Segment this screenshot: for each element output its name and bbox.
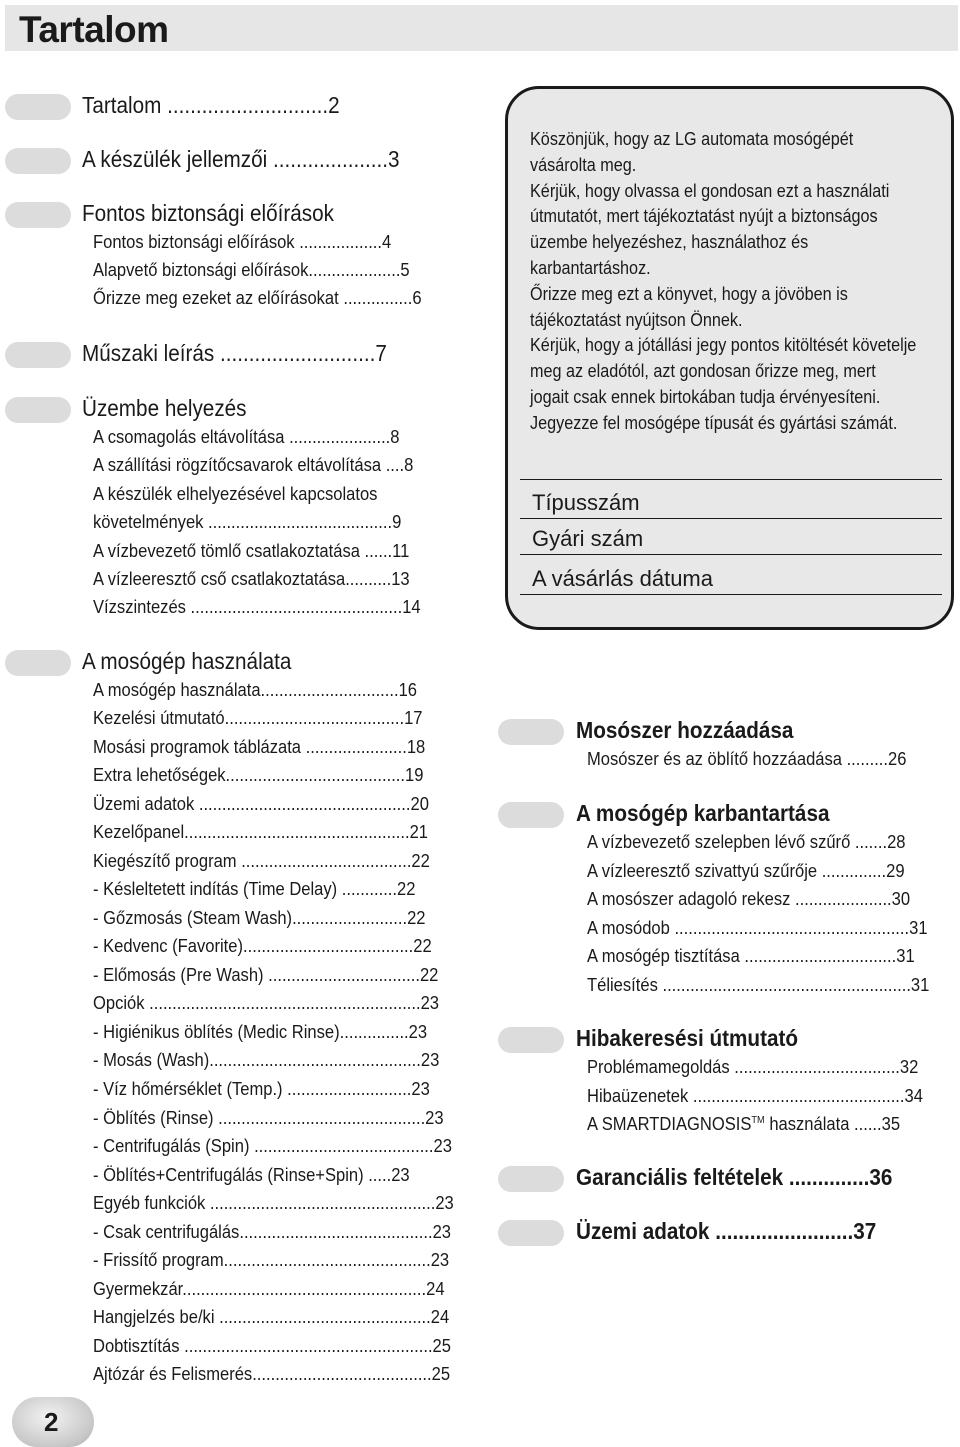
toc-entry[interactable]: A SMARTDIAGNOSIS™ használata ......35 [587,1114,901,1134]
toc-section-heading[interactable]: A mosógép karbantartása [576,800,830,826]
section-tab-marker [498,719,564,745]
toc-entry[interactable]: A mosószer adagoló rekesz .....................30 [587,889,911,909]
toc-entry[interactable]: Téliesítés ......................................................31 [587,975,930,995]
toc-section-heading[interactable]: Fontos biztonsági előírások [82,200,334,226]
section-tab-marker [5,202,71,228]
toc-entry[interactable]: Egyéb funkciók .................................................23 [93,1193,454,1213]
toc-entry[interactable]: - Öblítés+Centrifugálás (Rinse+Spin) .....23 [93,1165,410,1185]
toc-entry[interactable]: - Víz hőmérséklet (Temp.) ...........................23 [93,1079,430,1099]
toc-section-heading[interactable]: Mosószer hozzáadása [576,717,794,743]
purchase-date-field[interactable] [520,555,942,595]
toc-entry[interactable]: - Késleltetett indítás (Time Delay) ............22 [93,879,416,899]
toc-entry[interactable]: Gyermekzár.....................................................24 [93,1279,445,1299]
toc-entry[interactable]: A csomagolás eltávolítása ......................8 [93,427,400,447]
page-title: Tartalom [19,9,169,50]
toc-section-heading[interactable]: Hibakeresési útmutató [576,1025,799,1051]
toc-entry[interactable]: A mosógép használata..............................16 [93,680,418,700]
toc-entry[interactable]: Kezelőpanel.................................................21 [93,822,429,842]
toc-entry[interactable]: A vízbevezető szelepben lévő szűrő .......28 [587,832,906,852]
toc-entry[interactable]: Fontos biztonsági előírások ..................4 [93,232,392,252]
toc-entry[interactable]: - Centrifugálás (Spin) .......................................23 [93,1136,452,1156]
serial-number-label: Gyári szám [532,526,644,551]
title-bar [5,5,958,51]
trademark-superscript: TM [751,1115,765,1126]
toc-entry[interactable]: A mosógép tisztítása .................................31 [587,946,915,966]
toc-entry[interactable]: A vízleeresztő cső csatlakoztatása..........13 [93,569,410,589]
toc-entry[interactable]: - Gőzmosás (Steam Wash).........................22 [93,908,426,928]
page-number-badge [12,1397,94,1447]
section-tab-marker [498,1166,564,1192]
toc-entry[interactable]: - Mosás (Wash)..............................................23 [93,1050,440,1070]
toc-entry[interactable]: Mosási programok táblázata ......................18 [93,737,426,757]
section-tab-marker [498,802,564,828]
toc-entry[interactable]: - Előmosás (Pre Wash) .................................22 [93,965,439,985]
section-tab-marker [498,1220,564,1246]
toc-entry[interactable]: - Higiénikus öblítés (Medic Rinse)...............23 [93,1022,428,1042]
toc-entry[interactable]: A szállítási rögzítőcsavarok eltávolítása ....8 [93,455,414,475]
toc-entry[interactable]: Vízszintezés ..............................................14 [93,597,421,617]
toc-section-heading[interactable]: A mosógép használata [82,648,292,674]
toc-entry[interactable]: A vízleeresztő szivattyú szűrője ..............29 [587,861,905,881]
section-tab-marker [5,397,71,423]
model-number-label: Típusszám [532,490,640,515]
toc-section-heading[interactable]: Üzembe helyezés [82,395,247,421]
toc-entry[interactable]: Mosószer és az öblítő hozzáadása .........26 [587,749,907,769]
intro-paragraph: Jegyezze fel mosógépe típusát és gyártási számát. [530,412,898,433]
toc-entry[interactable]: Opciók ...........................................................23 [93,993,440,1013]
intro-paragraph: Kérjük, hogy olvassa el gondosan ezt a használati útmutatót, mert tájékoztatást nyújt a biztonságos üzembe helyezéshez, használathoz és karbantartáshoz. [530,180,890,278]
section-tab-marker [5,148,71,174]
purchase-date-label: A vásárlás dátuma [532,566,713,591]
model-number-field[interactable] [520,479,942,519]
toc-entry[interactable]: A vízbevezető tömlő csatlakoztatása ......11 [93,541,410,561]
toc-section-heading[interactable]: Tartalom ............................2 [82,92,340,118]
toc-section-heading[interactable]: Garanciális feltételek ..............36 [576,1164,893,1190]
section-tab-marker [5,342,71,368]
section-tab-marker [5,94,71,120]
page-number: 2 [44,1407,59,1437]
toc-entry[interactable]: Hangjelzés be/ki ..............................................24 [93,1307,450,1327]
toc-section-heading[interactable]: Üzemi adatok ........................37 [576,1218,877,1244]
toc-entry[interactable]: követelmények ........................................9 [93,512,402,532]
toc-entry[interactable]: Hibaüzenetek ..............................................34 [587,1086,923,1106]
toc-entry[interactable]: Problémamegoldás ....................................32 [587,1057,919,1077]
toc-entry[interactable]: Dobtisztítás ......................................................25 [93,1336,451,1356]
serial-number-field[interactable] [520,519,942,555]
intro-text [530,127,917,437]
toc-entry[interactable]: - Csak centrifugálás..........................................23 [93,1222,452,1242]
intro-paragraph: Kérjük, hogy a jótállási jegy pontos kitöltését követelje meg az eladótól, azt gondosan őrizze meg, mert jogait csak ennek birtokában tudja érvényesíteni. [530,335,917,407]
toc-entry[interactable]: Kiegészítő program .....................................22 [93,851,430,871]
section-tab-marker [498,1027,564,1053]
toc-entry[interactable]: - Kedvenc (Favorite).....................................22 [93,936,432,956]
info-box [505,86,954,630]
toc-entry[interactable]: A mosódob ...................................................31 [587,918,928,938]
toc-entry[interactable]: Üzemi adatok ..............................................20 [93,794,429,814]
intro-paragraph: Őrizze meg ezt a könyvet, hogy a jövöben is tájékoztatást nyújtson Önnek. [530,283,848,330]
toc-section-heading[interactable]: Műszaki leírás ...........................7 [82,340,387,366]
toc-entry[interactable]: Alapvető biztonsági előírások....................5 [93,260,410,280]
toc-entry[interactable]: Extra lehetőségek.......................................19 [93,765,424,785]
section-tab-marker [5,650,71,676]
toc-entry[interactable]: - Frissítő program.............................................23 [93,1250,450,1270]
toc-entry[interactable]: Ajtózár és Felismerés.......................................25 [93,1364,451,1384]
toc-entry[interactable]: Őrizze meg ezeket az előírásokat ...............6 [93,288,422,308]
toc-entry[interactable]: Kezelési útmutató.......................................17 [93,708,423,728]
toc-entry[interactable]: - Öblítés (Rinse) .............................................23 [93,1108,444,1128]
intro-paragraph: Köszönjük, hogy az LG automata mosógépét vásárolta meg. [530,129,854,175]
toc-section-heading[interactable]: A készülék jellemzői ....................3 [82,146,400,172]
toc-entry[interactable]: A készülék elhelyezésével kapcsolatos [93,484,378,504]
